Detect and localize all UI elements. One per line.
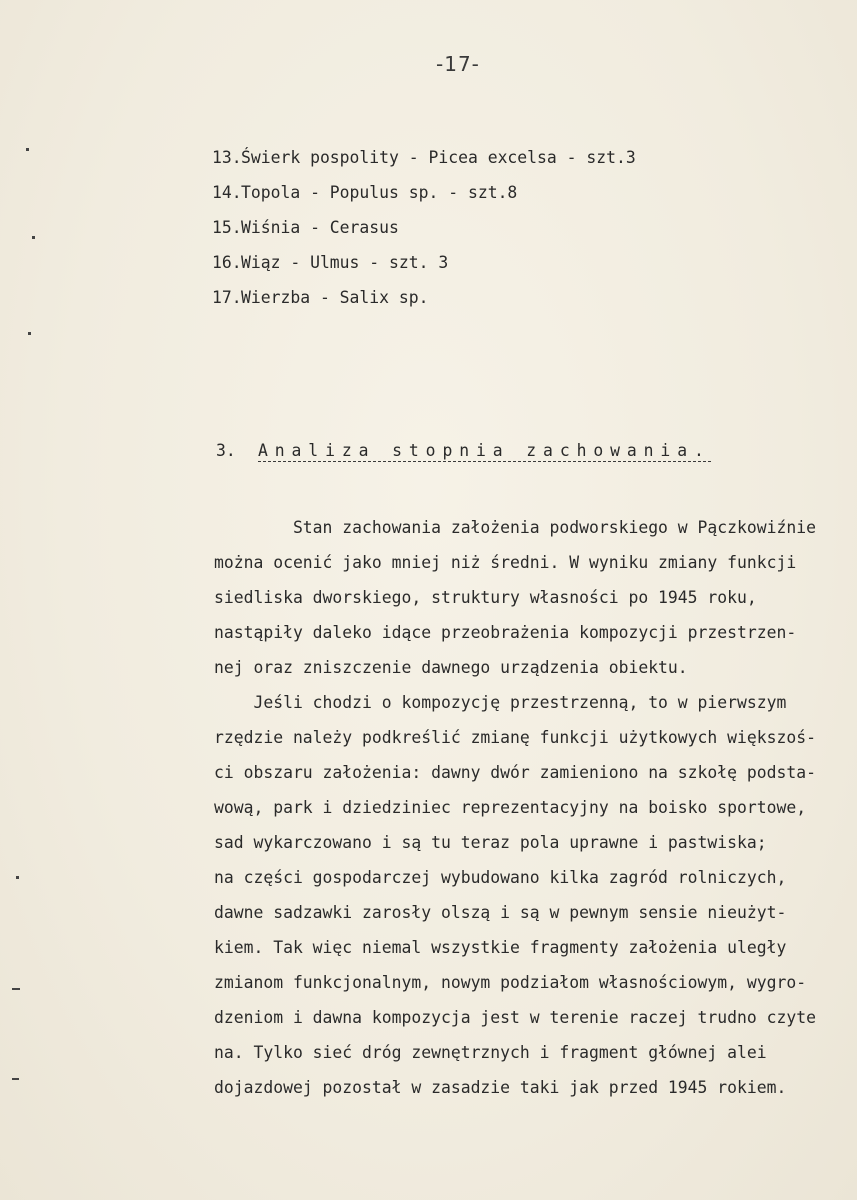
margin-mark <box>12 1078 19 1080</box>
list-item <box>212 249 636 284</box>
text-line: można ocenić jako mniej niż średni. W wyniku zmiany funkcji <box>214 553 797 572</box>
text-line: dzeniom i dawna kompozycja jest w terenie raczej trudno czyte <box>214 1008 816 1027</box>
text-line: na części gospodarczej wybudowano kilka zagród rolniczych, <box>214 868 787 887</box>
margin-mark <box>16 876 19 879</box>
section-title: Analiza stopnia zachowania. <box>258 441 711 460</box>
margin-mark <box>26 148 29 151</box>
body-text <box>214 514 846 1109</box>
list-item <box>212 179 636 214</box>
list-item-number: 15. <box>212 218 242 237</box>
page-number: -17- <box>436 52 480 76</box>
list-item <box>212 214 636 249</box>
text-line: Stan zachowania założenia podworskiego w Pączkowiźnie <box>214 518 816 537</box>
text-line: wową, park i dziedziniec reprezentacyjny na boisko sportowe, <box>214 798 807 817</box>
list-item-number: 14. <box>212 183 242 202</box>
list-item-text: Topola - Populus sp. - szt.8 <box>241 183 518 202</box>
margin-mark <box>32 236 35 239</box>
text-line: nastąpiły daleko idące przeobrażenia kompozycji przestrzen- <box>214 623 797 642</box>
section-number: 3. <box>216 441 236 460</box>
list-item-text: Wierzba - Salix sp. <box>241 288 429 307</box>
margin-mark <box>28 332 31 335</box>
text-line: sad wykarczowano i są tu teraz pola uprawne i pastwiska; <box>214 833 767 852</box>
text-line: dawne sadzawki zarosły olszą i są w pewnym sensie nieużyt- <box>214 903 787 922</box>
list-item-text: Świerk pospolity - Picea excelsa - szt.3 <box>241 148 636 167</box>
list-item-text: Wiąz - Ulmus - szt. 3 <box>241 253 449 272</box>
list-item <box>212 144 636 179</box>
list-item-number: 17. <box>212 288 242 307</box>
text-line: ci obszaru założenia: dawny dwór zamieniono na szkołę podsta- <box>214 763 816 782</box>
list-item-text: Wiśnia - Cerasus <box>241 218 399 237</box>
text-line: rzędzie należy podkreślić zmianę funkcji użytkowych większoś- <box>214 728 816 747</box>
text-line: dojazdowej pozostał w zasadzie taki jak przed 1945 rokiem. <box>214 1078 787 1097</box>
list-item-number: 16. <box>212 253 242 272</box>
section-heading <box>216 440 711 462</box>
text-line: siedliska dworskiego, struktury własności po 1945 roku, <box>214 588 757 607</box>
species-list <box>212 144 636 319</box>
text-line: kiem. Tak więc niemal wszystkie fragmenty założenia uległy <box>214 938 787 957</box>
text-line: nej oraz zniszczenie dawnego urządzenia obiektu. <box>214 658 688 677</box>
margin-mark <box>12 988 20 990</box>
list-item-number: 13. <box>212 148 242 167</box>
text-line: zmianom funkcjonalnym, nowym podziałom własnościowym, wygro- <box>214 973 807 992</box>
text-line: Jeśli chodzi o kompozycję przestrzenną, to w pierwszym <box>214 693 787 712</box>
list-item <box>212 284 636 319</box>
text-line: na. Tylko sieć dróg zewnętrznych i fragment głównej alei <box>214 1043 767 1062</box>
